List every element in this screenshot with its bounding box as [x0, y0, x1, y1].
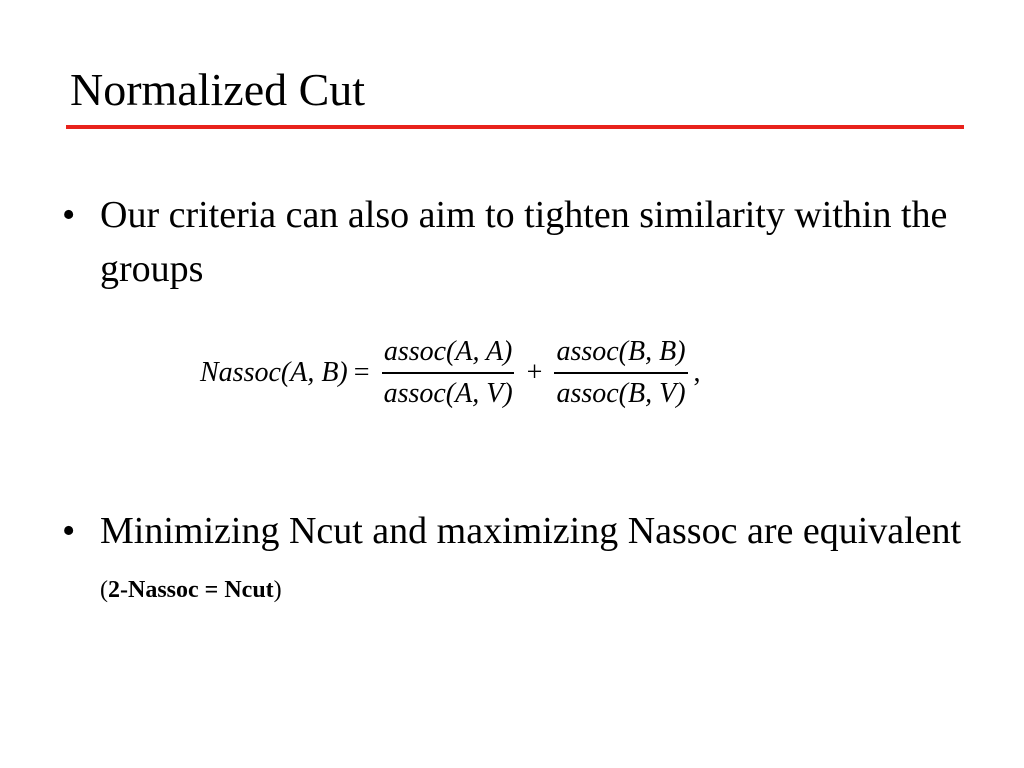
fraction-numerator: assoc(A, A): [382, 336, 515, 374]
equation-lhs: Nassoc(A, B): [200, 357, 348, 388]
bullet-text: Our criteria can also aim to tighten similarity within the groups: [100, 194, 948, 290]
bullet-marker: •: [62, 510, 76, 552]
equation-plus: +: [526, 357, 543, 388]
paren-open: (: [100, 577, 108, 603]
fraction-term-1: [382, 336, 515, 410]
fraction-denominator: assoc(A, V): [383, 378, 513, 409]
bullet-item-criteria: [62, 188, 962, 296]
paren-close: ): [273, 577, 282, 603]
fraction-numerator: assoc(B, B): [554, 336, 687, 374]
equation-equals: =: [353, 357, 370, 388]
bullet-item-equivalence: [62, 504, 962, 617]
nassoc-equation: [200, 336, 701, 410]
fraction-term-2: [554, 336, 687, 410]
slide-title: Normalized Cut: [70, 64, 366, 115]
fraction-denominator: assoc(B, V): [556, 378, 686, 409]
title-divider: [66, 125, 964, 129]
bullet-marker: •: [62, 194, 76, 236]
bullet-text-wrapper: [100, 504, 962, 617]
bullet-text: Minimizing Ncut and maximizing Nassoc are equivalent: [100, 510, 962, 552]
equation-trailing-comma: ,: [693, 357, 701, 388]
equivalence-formula: 2-Nassoc = Ncut: [108, 577, 274, 603]
